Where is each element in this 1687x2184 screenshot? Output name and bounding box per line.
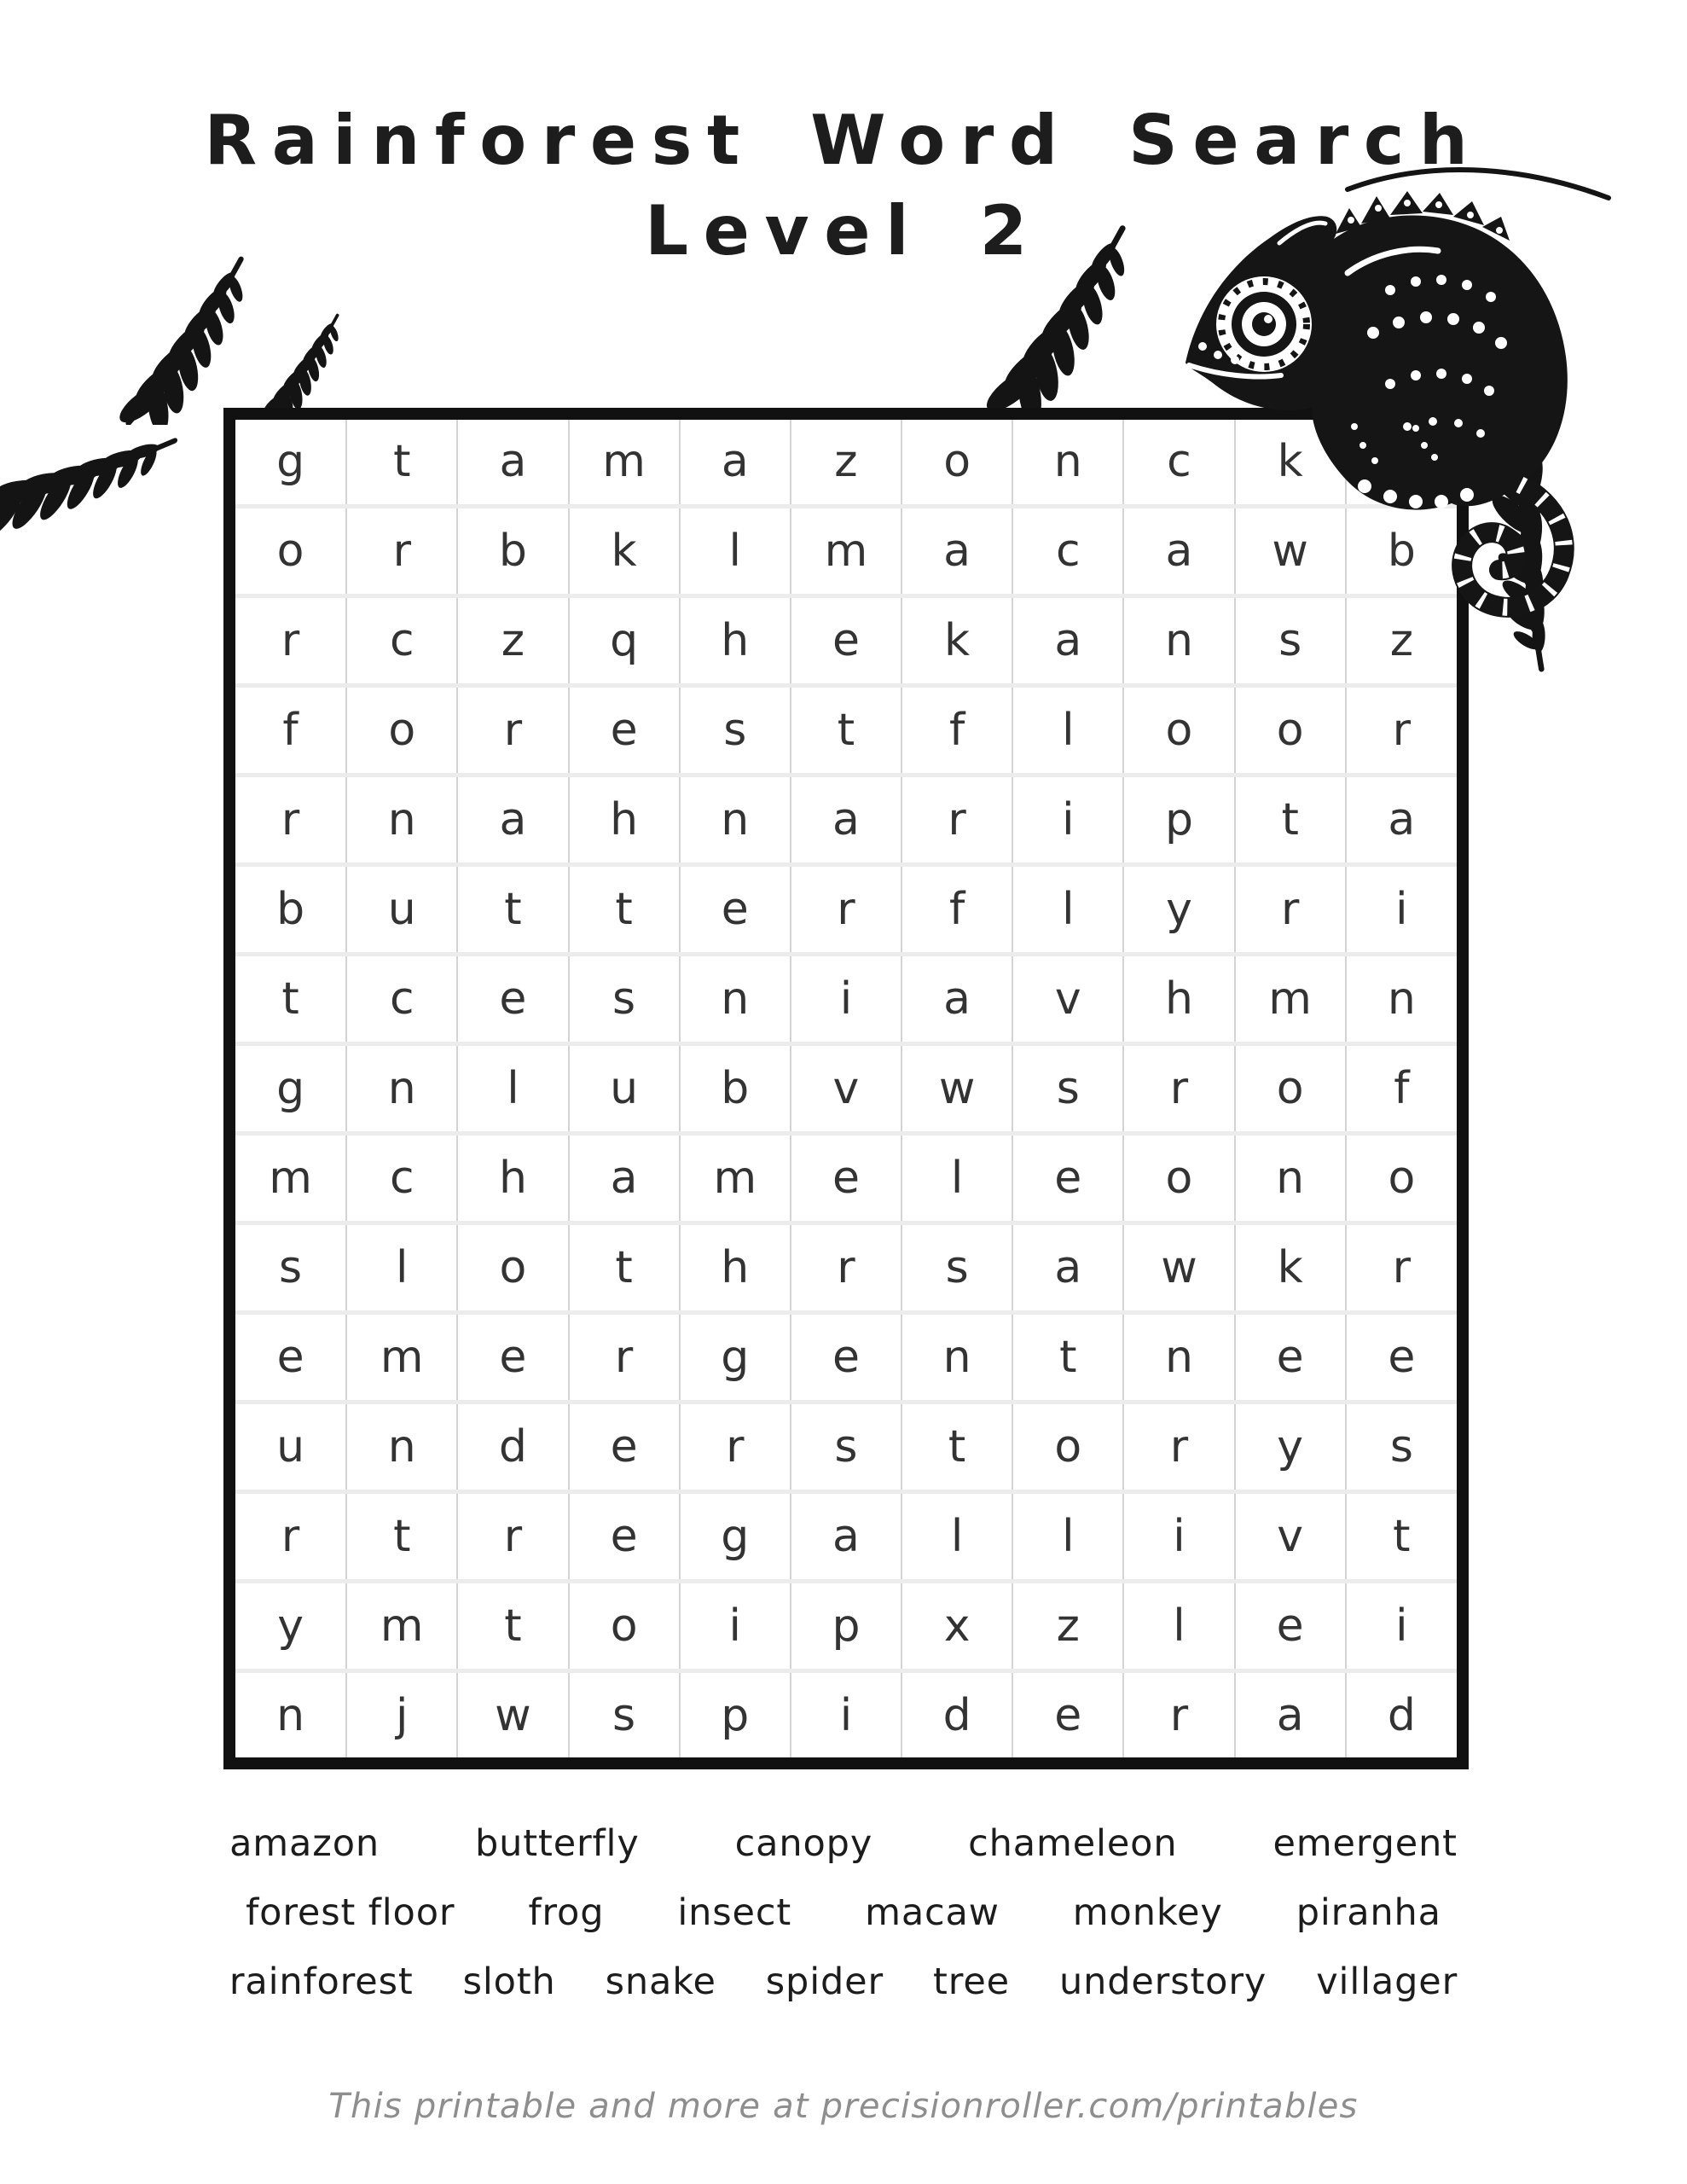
grid-cell: l <box>346 1223 457 1313</box>
grid-cell: l <box>1012 864 1123 954</box>
word-item: sloth <box>462 1960 556 2003</box>
grid-cell: b <box>457 506 568 595</box>
grid-row <box>235 1492 1457 1582</box>
grid-cell: n <box>680 775 791 864</box>
grid-cell: r <box>235 595 346 685</box>
grid-cell: e <box>791 1133 901 1223</box>
grid-cell: k <box>569 506 680 595</box>
grid-cell: r <box>457 1492 568 1582</box>
grid-cell: o <box>901 420 1012 506</box>
word-item: villager <box>1316 1960 1458 2003</box>
grid-cell: e <box>1235 1582 1346 1671</box>
grid-cell: e <box>457 954 568 1043</box>
grid-cell: a <box>791 775 901 864</box>
word-item: amazon <box>229 1822 380 1865</box>
grid-row <box>235 954 1457 1043</box>
grid-cell: b <box>680 1043 791 1133</box>
footer-credit: This printable and more at precisionroller.com/printables <box>328 2087 1359 2126</box>
grid-cell: q <box>569 595 680 685</box>
grid-cell: s <box>1012 1043 1123 1133</box>
grid-row <box>235 775 1457 864</box>
grid-cell: e <box>1235 1313 1346 1403</box>
grid-cell: m <box>569 420 680 506</box>
word-item: frog <box>528 1891 605 1934</box>
word-list-line <box>0 1822 1687 1865</box>
grid-cell: h <box>1123 954 1234 1043</box>
grid-row <box>235 1582 1457 1671</box>
grid-cell: f <box>901 864 1012 954</box>
word-item: forest floor <box>246 1891 455 1934</box>
grid-cell: f <box>1346 1043 1457 1133</box>
word-item: butterfly <box>474 1822 640 1865</box>
word-item: canopy <box>734 1822 873 1865</box>
grid-cell: n <box>346 1043 457 1133</box>
grid-cell: e <box>569 1492 680 1582</box>
grid-cell: w <box>901 1043 1012 1133</box>
grid-cell: y <box>235 1582 346 1671</box>
grid-cell: l <box>901 1133 1012 1223</box>
grid-cell: m <box>346 1313 457 1403</box>
grid-cell: o <box>1346 1133 1457 1223</box>
grid-cell: m <box>235 1133 346 1223</box>
grid-cell: n <box>346 1403 457 1492</box>
grid-cell: s <box>1235 595 1346 685</box>
grid-cell: t <box>1235 775 1346 864</box>
grid-cell: l <box>680 506 791 595</box>
grid-cell: o <box>1235 1043 1346 1133</box>
grid-cell: a <box>791 1492 901 1582</box>
grid-cell: s <box>235 1223 346 1313</box>
grid-cell: r <box>457 685 568 775</box>
grid-cell: r <box>901 775 1012 864</box>
grid-cell: a <box>1123 506 1234 595</box>
grid-cell: r <box>791 1223 901 1313</box>
grid-cell: n <box>1123 595 1234 685</box>
grid-cell: c <box>346 954 457 1043</box>
grid-cell: l <box>1012 1492 1123 1582</box>
grid-cell: a <box>1012 1223 1123 1313</box>
grid-cell: g <box>680 1313 791 1403</box>
grid-cell: d <box>1346 1671 1457 1757</box>
grid-cell: z <box>1346 595 1457 685</box>
grid-cell: a <box>457 775 568 864</box>
grid-cell: t <box>346 420 457 506</box>
grid-cell: n <box>346 775 457 864</box>
grid-cell: y <box>1123 864 1234 954</box>
grid-cell: v <box>791 1043 901 1133</box>
grid-cell: f <box>901 685 1012 775</box>
grid-cell: r <box>1123 1671 1234 1757</box>
grid-cell: n <box>1123 1313 1234 1403</box>
word-item: rainforest <box>229 1960 414 2003</box>
grid-cell: g <box>276 436 305 488</box>
grid-cell: g <box>680 1492 791 1582</box>
grid-cell: o <box>569 1582 680 1671</box>
grid-cell: z <box>791 420 901 506</box>
grid-cell: i <box>1346 864 1457 954</box>
grid-cell: x <box>901 1582 1012 1671</box>
word-item: tree <box>933 1960 1010 2003</box>
grid-cell: e <box>569 1403 680 1492</box>
grid-cell: r <box>1346 1223 1457 1313</box>
grid-row <box>235 1043 1457 1133</box>
grid-cell: u <box>346 864 457 954</box>
grid-cell: e <box>1346 1313 1457 1403</box>
grid-cell: d <box>901 1671 1012 1757</box>
grid-cell: c <box>346 1133 457 1223</box>
grid-cell: e <box>680 864 791 954</box>
grid-cell: v <box>1235 1492 1346 1582</box>
grid-cell: e <box>1012 1671 1123 1757</box>
grid-cell: k <box>1235 420 1346 506</box>
grid-cell: l <box>1123 1582 1234 1671</box>
grid-cell: v <box>1012 954 1123 1043</box>
grid-cell: m <box>1235 954 1346 1043</box>
word-list <box>0 1822 1687 2030</box>
grid-cell: a <box>457 420 568 506</box>
grid-cell: a <box>569 1133 680 1223</box>
grid-cell: n <box>1012 420 1123 506</box>
grid-cell: b <box>1346 506 1457 595</box>
grid-cell: h <box>680 1223 791 1313</box>
grid-cell: h <box>569 775 680 864</box>
grid-cell: s <box>1346 1403 1457 1492</box>
grid-cell: e <box>791 595 901 685</box>
page-title-line2: Level 2 <box>645 190 1042 270</box>
grid-cell: t <box>1012 1313 1123 1403</box>
grid-cell: a <box>901 954 1012 1043</box>
word-list-line <box>0 1960 1687 2003</box>
word-item: emergent <box>1272 1822 1458 1865</box>
grid-cell: e <box>569 685 680 775</box>
grid-cell: t <box>1346 1492 1457 1582</box>
grid-cell: e <box>457 1313 568 1403</box>
grid-cell: z <box>1012 1582 1123 1671</box>
grid-cell: p <box>791 1582 901 1671</box>
word-item: understory <box>1058 1960 1267 2003</box>
grid-cell: n <box>901 1313 1012 1403</box>
grid-cell: c <box>1012 506 1123 595</box>
word-item: macaw <box>865 1891 1000 1934</box>
grid-cell: s <box>569 1671 680 1757</box>
grid-cell: o <box>457 1223 568 1313</box>
grid-cell: o <box>1235 685 1346 775</box>
grid-cell: i <box>1346 1582 1457 1671</box>
grid-row <box>235 1313 1457 1403</box>
grid-cell: n <box>680 954 791 1043</box>
grid-cell: r <box>791 864 901 954</box>
grid-cell: e <box>791 1313 901 1403</box>
word-item: piranha <box>1296 1891 1441 1934</box>
grid-cell: p <box>1123 775 1234 864</box>
grid-cell: g <box>235 1043 346 1133</box>
word-item: snake <box>605 1960 716 2003</box>
grid-cell: m <box>791 506 901 595</box>
grid-cell: w <box>1123 1223 1234 1313</box>
grid-cell: u <box>235 1403 346 1492</box>
grid-cell: t <box>791 685 901 775</box>
grid-cell: k <box>901 595 1012 685</box>
word-item: spider <box>765 1960 884 2003</box>
grid-cell: o <box>1123 685 1234 775</box>
grid-cell: r <box>1123 1403 1234 1492</box>
grid-cell: l <box>901 1492 1012 1582</box>
grid-cell: t <box>457 1582 568 1671</box>
grid-row <box>235 1133 1457 1223</box>
grid-cell: i <box>1012 775 1123 864</box>
grid-cell: s <box>569 954 680 1043</box>
grid-cell: p <box>680 1671 791 1757</box>
grid-cell: w <box>1235 506 1346 595</box>
grid-cell: l <box>457 1043 568 1133</box>
grid-cell: y <box>1235 1403 1346 1492</box>
grid-row <box>235 1223 1457 1313</box>
grid-cell: t <box>569 864 680 954</box>
grid-cell: b <box>235 864 346 954</box>
grid-cell: u <box>569 1043 680 1133</box>
grid-cell: r <box>680 1403 791 1492</box>
grid-cell: a <box>901 506 1012 595</box>
grid-cell: s <box>791 1403 901 1492</box>
grid-cell: d <box>457 1403 568 1492</box>
grid-cell: n <box>1346 954 1457 1043</box>
grid-row <box>235 864 1457 954</box>
grid-cell: i <box>680 1582 791 1671</box>
grid-row <box>235 1403 1457 1492</box>
grid-cell: c <box>1123 420 1234 506</box>
word-item: monkey <box>1072 1891 1223 1934</box>
grid-cell: r <box>1123 1043 1234 1133</box>
grid-cell: t <box>235 954 346 1043</box>
grid-cell: o <box>1123 1133 1234 1223</box>
grid-cell: i <box>791 1671 901 1757</box>
grid-cell: r <box>346 506 457 595</box>
grid-cell: a <box>1346 775 1457 864</box>
grid-cell: s <box>680 685 791 775</box>
grid-cell: t <box>901 1403 1012 1492</box>
grid-cell: j <box>346 1671 457 1757</box>
page-title-line1: Rainforest Word Search <box>204 101 1483 180</box>
grid-cell: s <box>901 1223 1012 1313</box>
word-item: insect <box>677 1891 792 1934</box>
grid-row <box>235 1671 1457 1757</box>
grid-row <box>235 685 1457 775</box>
grid-cell: h <box>680 595 791 685</box>
grid-cell: e <box>1012 1133 1123 1223</box>
grid-cell: c <box>346 595 457 685</box>
grid-cell: z <box>457 595 568 685</box>
grid-cell: a <box>680 420 791 506</box>
grid-cell: r <box>1346 685 1457 775</box>
grid-cell: k <box>1235 1223 1346 1313</box>
word-item: chameleon <box>968 1822 1178 1865</box>
grid-cell: m <box>680 1133 791 1223</box>
grid-cell: r <box>235 775 346 864</box>
grid-cell: i <box>1123 1492 1234 1582</box>
grid-cell: n <box>1235 1133 1346 1223</box>
grid-cell: t <box>569 1223 680 1313</box>
grid-cell: t <box>346 1492 457 1582</box>
page-title <box>0 96 1687 276</box>
grid-cell: i <box>791 954 901 1043</box>
grid-cell: f <box>235 685 346 775</box>
grid-cell: r <box>1235 864 1346 954</box>
grid-cell: e <box>235 1313 346 1403</box>
grid-cell: o <box>346 685 457 775</box>
fern-leaf-icon <box>250 307 368 416</box>
grid-cell: r <box>235 1492 346 1582</box>
grid-cell: o <box>235 506 346 595</box>
grid-cell: r <box>569 1313 680 1403</box>
grid-cell: a <box>1012 595 1123 685</box>
word-list-line <box>0 1891 1687 1934</box>
grid-cell: h <box>457 1133 568 1223</box>
grid-cell: n <box>235 1671 346 1757</box>
grid-cell: l <box>1012 685 1123 775</box>
grid-cell: t <box>457 864 568 954</box>
grid-cell: w <box>457 1671 568 1757</box>
grid-cell: a <box>1235 1671 1346 1757</box>
grid-cell: o <box>1012 1403 1123 1492</box>
grid-cell: m <box>346 1582 457 1671</box>
